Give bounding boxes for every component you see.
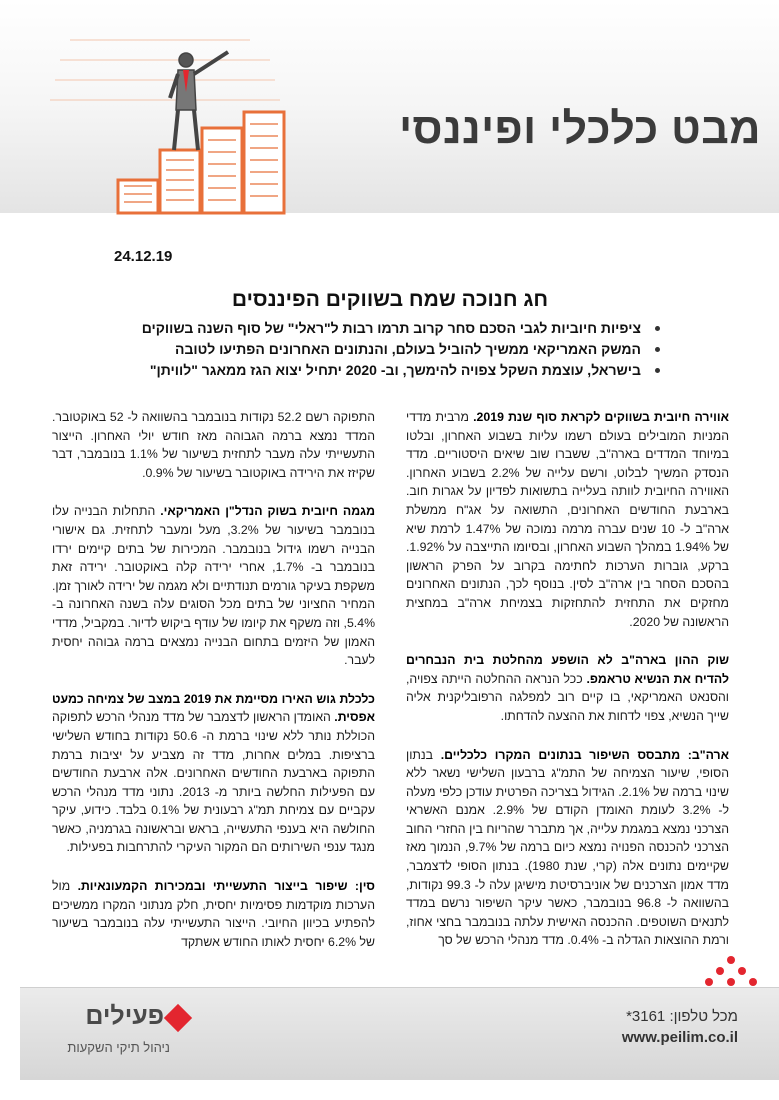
footer-phone: מכל טלפון: 3161*	[626, 1008, 738, 1025]
paragraph	[52, 877, 375, 951]
paragraph-lead: ארה"ב: מתבסס השיפור בנתונים המקרו כלכליים.	[440, 747, 729, 762]
header-banner	[0, 0, 779, 213]
paragraph-text: מרבית מדדי המניות המובילים בעולם רשמו עליות בשבוע האחרון, ובלטו במיוחד המדדים בארה"ב, ששברו שוב שיאים היסטוריים. מדד הנסדק המשיך לבלוט, ורשם עלייה של 2.2% בשבוע האחרון. האווירה החיובית לוותה בעלייה בתשואות לפדיון על אגרות חוב. בארבעת החודשים האחרונים, התשואה על אג"ח ממשלת ארה"ב ל- 10 שנים עברה מרמה נמוכה של 1.47% לרמת שיא של 1.94% במהלך השבוע האחרון, ובסיומו התייצבה על 1.92%. ברקע, גוברות הערכות לחתימה בקרוב על הפרק הראשון בהסכם הסחר בין ארה"ב לסין. בנוסף לכך, הנתונים האחרונים מחזקים את התחזית להתחזקות בצמיחת ארה"ב במחצית הראשונה של 2020.	[406, 410, 729, 629]
footer-bar	[20, 987, 779, 1080]
footer-contact	[578, 1008, 738, 1046]
article-column-left	[52, 408, 376, 949]
paragraph	[52, 408, 375, 482]
bullet-item: בישראל, עוצמת השקל צפויה להימשך, וב- 2020 יתחיל יצוא הגז ממאגר "לוויתן"	[80, 360, 663, 381]
bar-chart-man-illustration	[0, 0, 330, 213]
brand-tagline: ניהול תיקי השקעות	[67, 1040, 170, 1055]
paragraph-lead: מגמה חיובית בשוק הנדל"ן האמריקאי.	[160, 504, 375, 519]
article-column-right	[406, 408, 730, 948]
paragraph-text: האומדן הראשון לדצמבר של מדד מנהלי הרכש לתפוקה הכוללת נותר ללא שינוי ברמת ה- 50.6 נקודות בחודש השלישי ברציפות. במלים אחרות, מדד זה מצביע על יציבות ברמת התפוקה בארבעת החודשים האחרונים. אלה ארבעת החודשים עם הפעילות החלשה ביותר מ- 2013. נתוני מדד מנהלי הרכש עקביים עם צמיחת תמ"ג רבעונית של 0.1% בלבד. כידוע, עיקר החולשה היא בענפי התעשייה, בראש ובראשונה בגרמניה, כאשר מנגד ענפי השירותים הם המקור העיקרי להתרחבות בפעילות.	[52, 710, 376, 855]
paragraph	[406, 408, 729, 631]
paragraph-lead: כלכלת גוש האירו מסיימת את 2019 במצב של צמיחה כמעט אפסית.	[52, 691, 375, 725]
bullet-item: ציפיות חיוביות לגבי הסכם סחר קרוב תרמו רבות ל"ראלי" של סוף השנה בשווקים	[80, 318, 663, 339]
paragraph-text: בנתון הסופי, שיעור הצמיחה של התמ"ג ברבעון השלישי נשאר ללא שינוי ברמה של 2.1%. הגידול בצריכה הפרטית עודכן כלפי מעלה ל- 3.2% לעומת האומדן הקודם של 2.9%. אמנם האשראי הצרכני נמצא במגמת עלייה, אך מתברר שהריוח בין החזרי החוב הצרכני להכנסה הפנויה נמצא כיום ברמה של 9.7%, הנמוך מאז שקיימים נתונים אלה (קרי, שנת 1980). בנתון הסופי לדצמבר, מדד אמון הצרכנים של אוניברסיטת מישיגן עלה ל- 99.3 נקודות, בהשוואה ל- 96.8 בנובמבר, כאשר עיקר השיפור נרשם במדד לתנאים השוטפים. ההכנסה האישית עלתה בנובמבר בחצי אחוז, ורמת ההוצאות הגדלה ב- 0.4%. מדד מנהלי הרכש של סך	[406, 747, 730, 948]
bullet-item: המשק האמריקאי ממשיך להוביל בעולם, והנתונים האחרונים הפתיעו לטובה	[80, 339, 663, 360]
footer-website-link[interactable]: www.peilim.co.il	[621, 1029, 738, 1046]
paragraph	[406, 651, 729, 725]
paragraph-text: ככל הנראה ההחלטה הייתה צפויה, והסנאט האמריקאי, בו קיים רוב למפלגה הרפובליקנית אליה שייך הנשיא, צפוי לדחות את ההצעה להדחתו.	[406, 671, 729, 723]
paragraph-text: התפוקה רשם 52.2 נקודות בנובמבר בהשוואה ל- 52 באוקטובר. המדד נמצא ברמה הגבוהה מאז חודש יולי האחרון. הייצור התעשייתי עלה מעבר לתחזית בשיעור של 1.1% בנובמבר, דבר שקיזז את הירידה באוקטובר בשיעור של 0.9%.	[52, 410, 376, 480]
red-diamond-icon	[164, 1004, 192, 1032]
paragraph-text: מול הערכות מוקדמות פסימיות יחסית, חלק מנתוני המקרו ממשיכים להפתיע בכיוון החיובי. הייצור התעשייתי עלה בנובמבר בשיעור של 6.2% יחסית לאותו החודש אשתקד	[52, 879, 375, 949]
paragraph	[52, 690, 375, 857]
paragraph	[406, 746, 729, 951]
brand-logo	[40, 1002, 200, 1066]
publish-date: 24.12.19	[114, 248, 173, 265]
paragraph-lead: שוק ההון בארה"ב לא הושפע מהחלטת בית הנבחרים להדיח את הנשיא טראמפ.	[406, 653, 729, 686]
paragraph-text: התחלות הבנייה עלו בנובמבר בשיעור של 3.2%, מעל ומעבר לתחזית. גם אישורי הבנייה רשמו גידול בנובמבר. המכירות של בתים קיימים ירדו בנובמבר ב- 1.7%, אחרי ירידה קלה באוקטובר. ירידה זאת משקפת בעיקר גורמים תנודתיים ולא מגמה של ירידה לאורך זמן. המחיר החציוני של בתים מכל הסוגים עלה בשנה האחרונה ב- 5.4%, וזה משקף את קיומו של עודף ביקוש לדיור. במקביל, מדדי האמון של היזמים בתחום הבנייה נמצאים ברמה גבוהה יחסית לעבר.	[52, 504, 375, 668]
paragraph-lead: אווירה חיובית בשווקים לקראת סוף שנת 2019.	[473, 410, 729, 424]
summary-bullets	[80, 318, 663, 381]
paragraph	[52, 502, 375, 669]
paragraph-lead: סין: שיפור בייצור התעשייתי ובמכירות הקמעונאיות.	[77, 879, 375, 894]
headline: חג חנוכה שמח בשווקים הפיננסים	[231, 288, 549, 311]
header-title: מבט כלכלי ופיננסי	[399, 105, 761, 153]
brand-name: פעילים	[85, 1002, 164, 1030]
